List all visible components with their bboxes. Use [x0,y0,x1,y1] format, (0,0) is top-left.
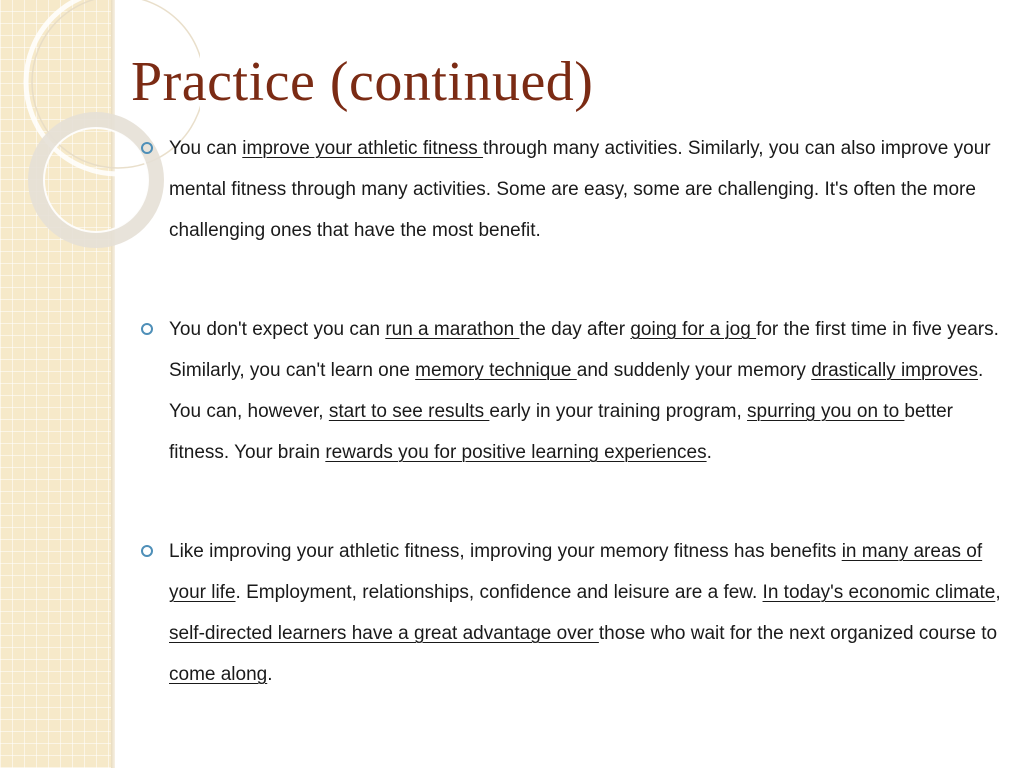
text-run: the day after [519,319,631,340]
bullet-circle-icon [141,323,153,335]
underlined-phrase: rewards you for positive learning experiences [325,442,707,463]
bullet-circle-icon [141,545,153,557]
underlined-phrase: improve your athletic fitness [242,138,484,159]
bullet-text [169,541,1001,685]
text-run: better fitness. Your brain [169,401,954,463]
decorative-side-panel [0,0,111,768]
text-run: and suddenly your memory [576,360,812,381]
bullet-text [169,319,999,463]
text-run: . Employment, relationships, confidence and leisure are a few. [235,582,763,603]
bullet-text [169,138,991,241]
text-run: You can [169,138,243,159]
bullet-item [141,531,1001,695]
underlined-phrase: in many areas of your life [169,541,983,603]
slide-title: Practice (continued) [131,51,594,113]
bullet-item [141,309,1001,473]
text-run: You don't expect you can [169,319,386,340]
bullet-circle-icon [141,142,153,154]
side-panel-edge [111,0,115,768]
underlined-phrase: come along [169,664,268,685]
underlined-phrase: memory technique [415,360,577,381]
text-run: , [995,582,1001,603]
text-run: through many activities. Similarly, you can also improve your mental fitness through many activities. Some are easy, some are challenging. It's often the more challenging ones that have the most benefit. [169,138,991,241]
text-run: Like improving your athletic fitness, improving your memory fitness has benefits [169,541,842,562]
underlined-phrase: start to see results [328,401,490,422]
bullet-list [141,128,1001,695]
text-run: . You can, however, [169,360,984,422]
text-run: . [706,442,712,463]
text-run: . [267,664,273,685]
text-run: for the first time in five years. Similarly, you can't learn one [169,319,999,381]
underlined-phrase: drastically improves [811,360,979,381]
underlined-phrase: run a marathon [385,319,520,340]
text-run: those who wait for the next organized course to [598,623,998,644]
underlined-phrase: In today's economic climate [762,582,996,603]
bullet-item [141,128,1001,251]
text-run: early in your training program, [489,401,748,422]
underlined-phrase: going for a jog [630,319,757,340]
underlined-phrase: self-directed learners have a great advantage over [169,623,599,644]
underlined-phrase: spurring you on to [747,401,905,422]
